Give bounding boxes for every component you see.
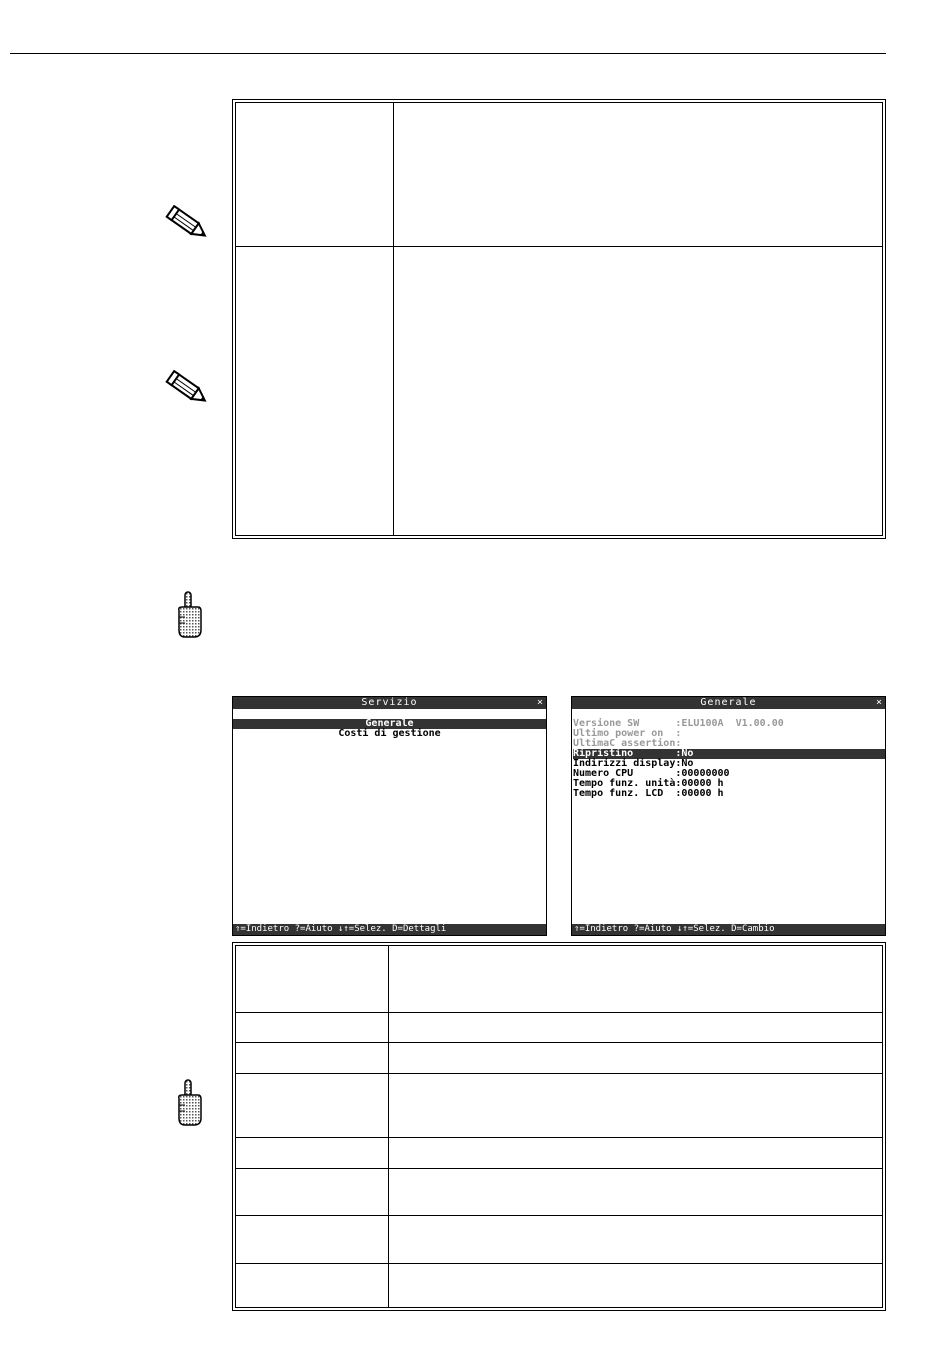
servizio-status-bar: ⇑=Indietro ?=Aiuto ↓↑=Selez. D=Dettagli bbox=[233, 924, 546, 935]
bottom-table-row-divider bbox=[236, 1263, 882, 1264]
generale-title-bar bbox=[572, 697, 885, 709]
top-table bbox=[232, 99, 886, 539]
generale-status-bar: ⇑=Indietro ?=Aiuto ↓↑=Selez. D=Cambio bbox=[572, 924, 885, 935]
pencil-note-icon bbox=[164, 205, 214, 245]
bottom-table-row-divider bbox=[236, 1042, 882, 1043]
top-table-column-divider bbox=[393, 103, 394, 535]
menu-item-generale[interactable]: Generale bbox=[233, 719, 546, 729]
pencil-note-icon bbox=[164, 370, 214, 410]
setting-row-ripristino[interactable]: Ripristino :No bbox=[573, 749, 885, 759]
close-icon[interactable]: × bbox=[536, 697, 543, 708]
generale-title: Generale bbox=[700, 697, 757, 708]
bottom-table-row-divider bbox=[236, 1168, 882, 1169]
close-icon[interactable]: × bbox=[875, 697, 882, 708]
bottom-table-row-divider bbox=[236, 1073, 882, 1074]
info-row-tempo-funz-unita: Tempo funz. unità:00000 h bbox=[573, 778, 724, 789]
setting-row-indirizzi-display[interactable]: Indirizzi display:No bbox=[573, 758, 694, 769]
menu-item-costi-di-gestione[interactable]: Costi di gestione bbox=[338, 728, 441, 739]
pointing-hand-icon bbox=[174, 1078, 204, 1128]
servizio-title-bar bbox=[233, 697, 546, 709]
servizio-title: Servizio bbox=[361, 697, 418, 708]
bottom-table-column-divider bbox=[388, 946, 389, 1307]
pointing-hand-icon bbox=[174, 590, 204, 640]
header-rule bbox=[10, 53, 886, 54]
bottom-table-inner-border bbox=[235, 945, 883, 1308]
top-table-row-divider bbox=[236, 246, 882, 247]
info-row-numero-cpu: Numero CPU :00000000 bbox=[573, 768, 730, 779]
bottom-table bbox=[232, 942, 886, 1311]
info-row-ultimac-assertion: UltimaC assertion: bbox=[573, 738, 682, 749]
top-table-inner-border bbox=[235, 102, 883, 536]
info-row-versione-sw: Versione SW :ELU100A V1.00.00 bbox=[573, 718, 784, 729]
servizio-screen bbox=[232, 696, 547, 936]
info-row-tempo-funz-lcd: Tempo funz. LCD :00000 h bbox=[573, 788, 724, 799]
bottom-table-row-divider bbox=[236, 1137, 882, 1138]
bottom-table-row-divider bbox=[236, 1012, 882, 1013]
bottom-table-row-divider bbox=[236, 1215, 882, 1216]
generale-screen bbox=[571, 696, 886, 936]
info-row-ultimo-power-on: Ultimo power on : bbox=[573, 728, 682, 739]
